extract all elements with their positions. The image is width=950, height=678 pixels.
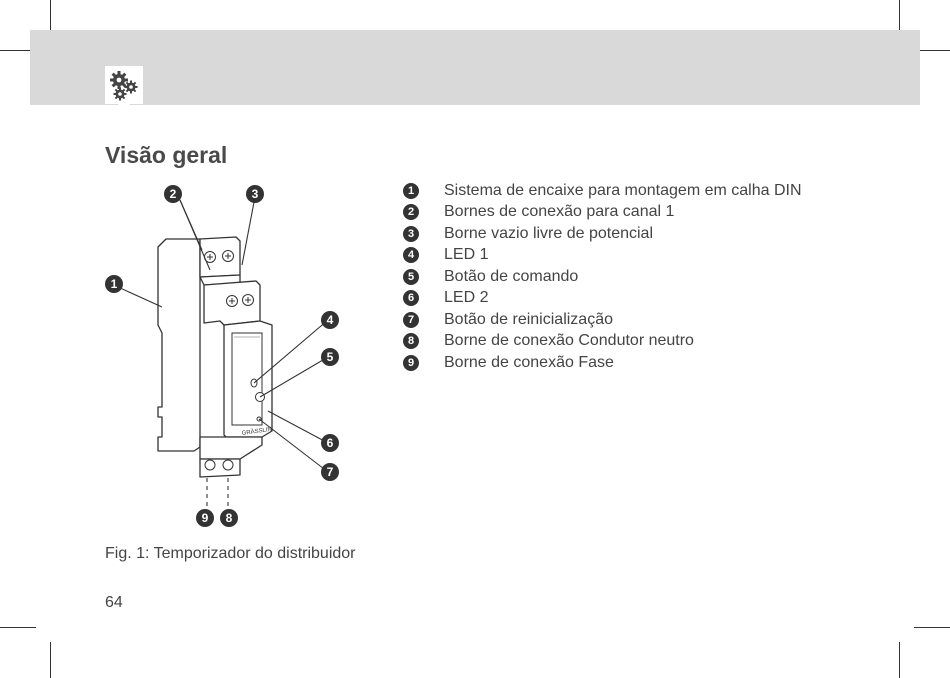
gears-icon [105,66,143,104]
figure-caption: Fig. 1: Temporizador do distribuidor [105,545,356,562]
svg-text:9: 9 [201,511,209,525]
legend-label: Borne de conexão Fase [444,353,614,371]
legend-number: 6 [403,290,419,306]
page-number: 64 [105,594,123,611]
badge-pointer [118,104,130,112]
crop-mark [50,642,51,678]
svg-text:3: 3 [251,187,259,201]
legend-label: Borne vazio livre de potencial [444,224,654,242]
callout-4 [321,311,339,329]
svg-text:8: 8 [225,511,233,525]
legend-item [403,331,802,353]
legend-number: 9 [403,355,419,371]
svg-text:1: 1 [110,277,118,291]
page-title: Visão geral [105,142,228,168]
svg-text:4: 4 [326,313,334,327]
legend-item [403,309,802,331]
legend-label: LED 2 [444,289,489,307]
legend-item [403,352,802,374]
legend-number: 1 [403,183,419,199]
header-band [30,30,920,105]
legend-item [403,180,802,202]
callout-5 [321,348,339,366]
legend-label: Borne de conexão Condutor neutro [444,332,694,350]
crop-mark [914,627,950,628]
callout-6 [321,434,339,452]
legend-label: Bornes de conexão para canal 1 [444,203,675,221]
device-illustration [100,175,370,535]
legend-item [403,223,802,245]
callout-3 [246,185,264,203]
legend-label: Sistema de encaixe para montagem em calha DIN [444,181,802,199]
svg-text:7: 7 [326,465,334,479]
svg-text:5: 5 [326,350,334,364]
callout-7 [321,463,339,481]
legend-number: 2 [403,204,419,220]
callout-8 [220,509,238,527]
legend-label: LED 1 [444,246,489,264]
device-figure [100,175,370,535]
legend-number: 3 [403,226,419,242]
legend-label: Botão de comando [444,267,579,285]
legend-number: 4 [403,247,419,263]
crop-mark [899,642,900,678]
svg-text:6: 6 [326,436,334,450]
legend-item [403,288,802,310]
callout-9 [196,509,214,527]
crop-mark [0,627,36,628]
legend-item [403,245,802,267]
legend-number: 5 [403,269,419,285]
legend-item [403,266,802,288]
legend-label: Botão de reinicialização [444,310,613,328]
device-brand-label: GRÄSSLIN [241,426,273,437]
legend-number: 8 [403,333,419,349]
callout-1 [105,275,123,293]
legend-list [403,180,802,374]
callout-2 [164,185,182,203]
legend-item [403,202,802,224]
svg-text:2: 2 [169,187,177,201]
legend-number: 7 [403,312,419,328]
